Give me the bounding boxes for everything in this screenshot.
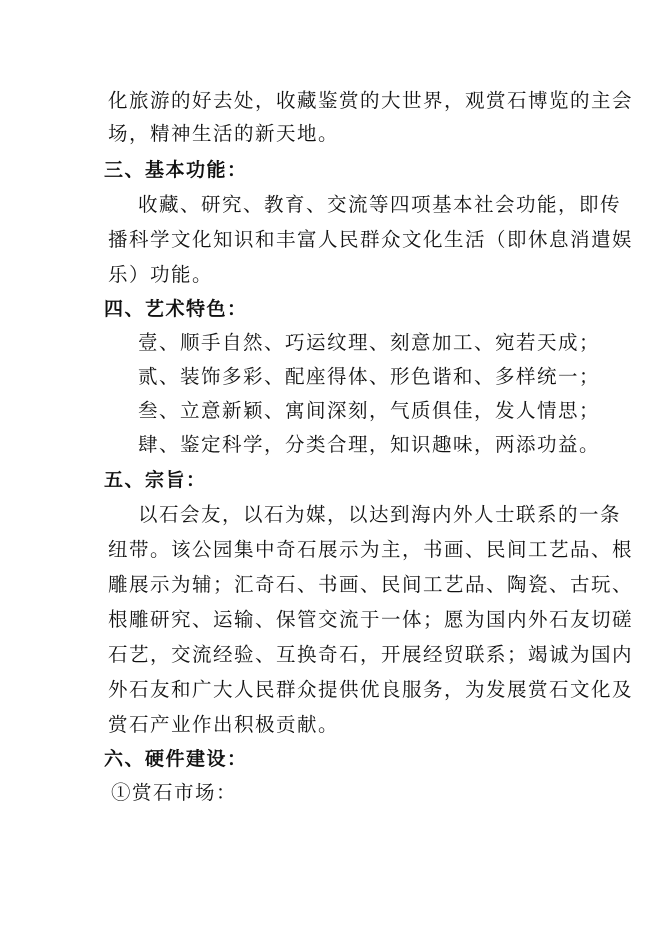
section-5-heading: 五、宗旨： [104,469,207,491]
section-4-item-2: 贰、装饰多彩、配座得体、形色谐和、多样统一； [138,365,601,388]
section-3-heading: 三、基本功能： [104,159,248,181]
section-5-line-3: 雕展示为辅；汇奇石、书画、民间工艺品、陶瓷、古玩、 [108,573,634,596]
section-5-line-7: 赏石产业作出积极贡献。 [108,713,340,736]
section-4-item-4: 肆、鉴定科学，分类合理，知识趣味，两添功益。 [138,433,601,456]
section-5-line-4: 根雕研究、运输、保管交流于一体；愿为国内外石友切磋 [108,608,634,631]
section-4-heading: 四、艺术特色： [104,298,248,320]
section-6-heading: 六、硬件建设： [104,748,248,770]
section-5-line-2: 纽带。该公园集中奇石展示为主，书画、民间工艺品、根 [108,538,634,561]
intro-line-1: 化旅游的好去处，收藏鉴赏的大世界，观赏石博览的主会 [108,89,634,112]
intro-line-2: 场，精神生活的新天地。 [108,122,340,145]
section-5-line-5: 石艺，交流经验、互换奇石，开展经贸联系；竭诚为国内 [108,643,634,666]
section-4-item-1: 壹、顺手自然、巧运纹理、刻意加工、宛若天成； [138,331,601,354]
section-3-line-2: 播科学文化知识和丰富人民群众文化生活（即休息消遣娱 [108,228,634,251]
section-5-line-6: 外石友和广大人民群众提供优良服务，为发展赏石文化及 [108,678,634,701]
section-5-line-1: 以石会友，以石为媒，以达到海内外人士联系的一条 [138,503,622,526]
section-3-line-1: 收藏、研究、教育、交流等四项基本社会功能，即传 [138,193,622,216]
section-3-line-3: 乐）功能。 [108,263,214,286]
section-6-sub-1: ①赏石市场： [111,781,238,804]
section-4-item-3: 叁、立意新颖、寓间深刻，气质俱佳，发人情思； [138,399,601,422]
